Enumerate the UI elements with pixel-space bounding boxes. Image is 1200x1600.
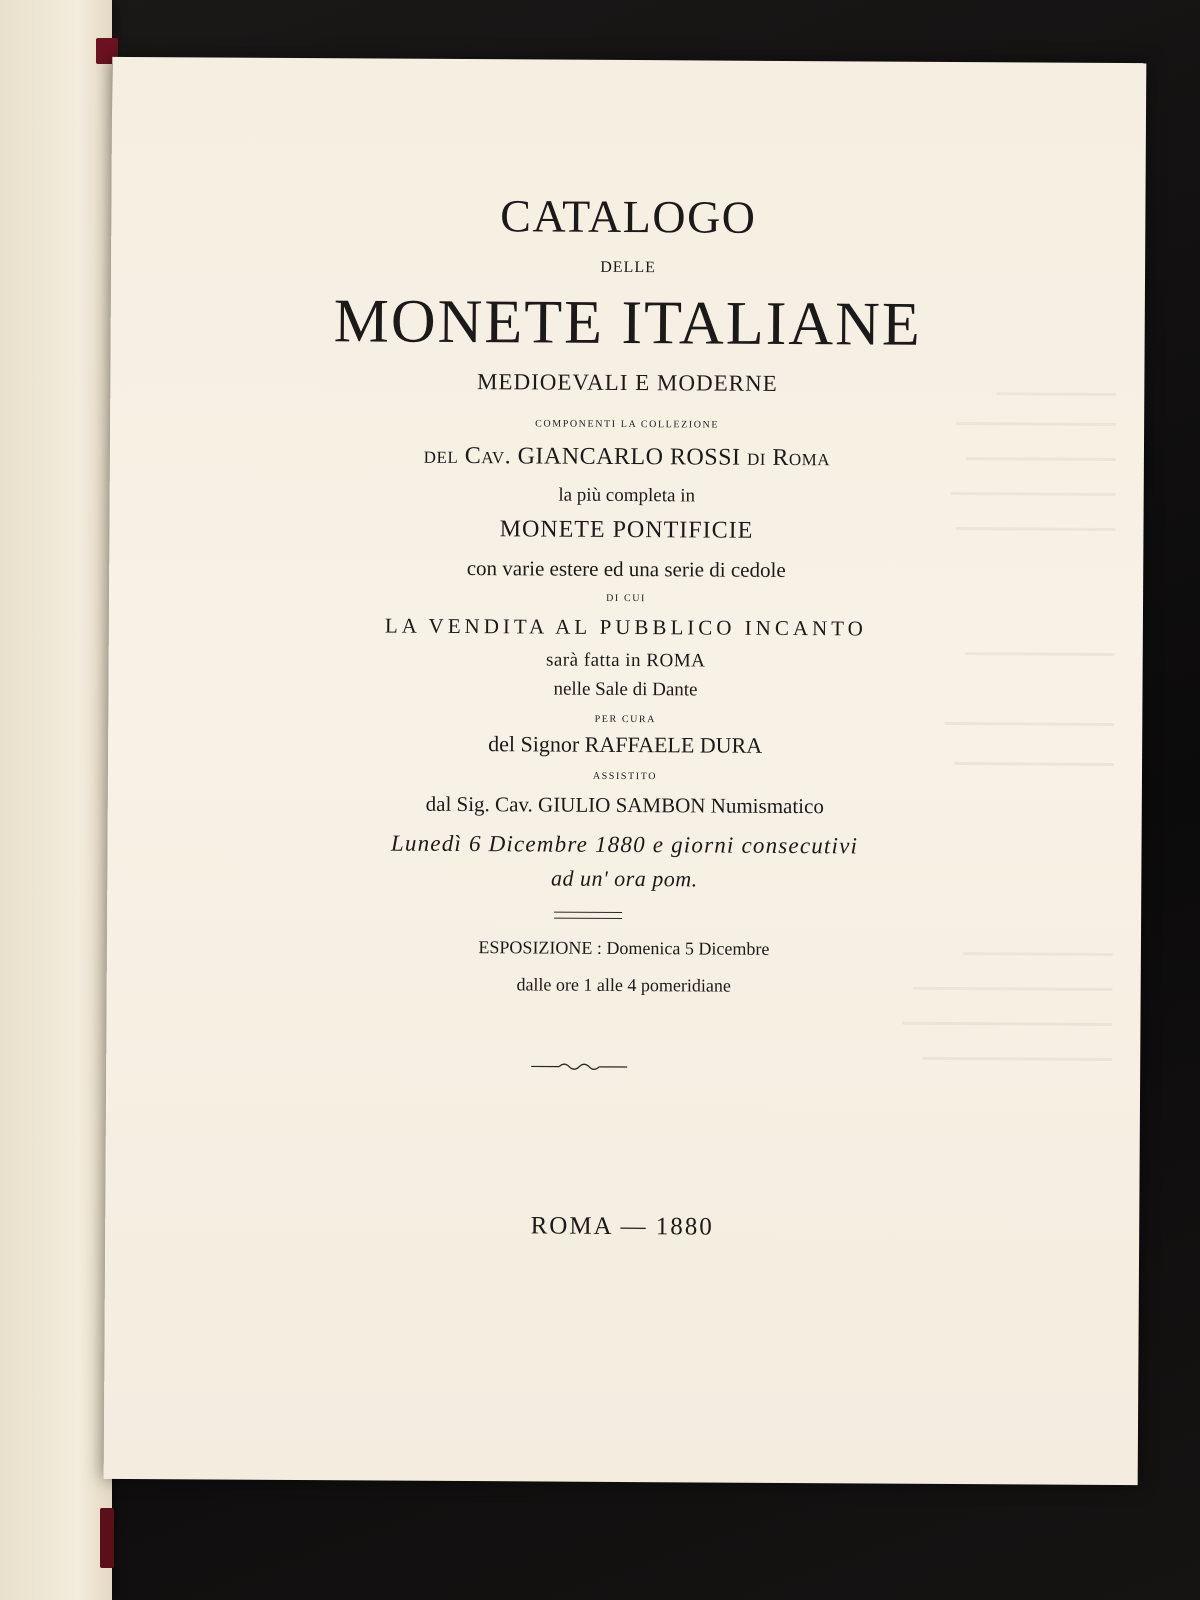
exhibition-hours: dalle ore 1 alle 4 pomeridiane (516, 974, 731, 996)
ornament-icon (529, 1059, 629, 1074)
collector-suffix: di Roma (746, 444, 831, 472)
di-cui-line: DI CUI (606, 592, 647, 605)
auction-time: ad un' ora pom. (550, 865, 698, 892)
book-binding-bottom (100, 1508, 114, 1568)
auction-date: Lunedì 6 Dicembre 1880 e giorni consecutivi (390, 830, 859, 859)
catalog-title: CATALOGO (500, 190, 757, 243)
per-cura-line: PER CURA (594, 713, 657, 726)
pontificie-heading: MONETE PONTIFICIE (499, 516, 754, 544)
piu-completa-line: la più completa in (558, 484, 696, 507)
show-through-text (902, 1022, 1112, 1026)
imprint: ROMA — 1880 (530, 1212, 714, 1241)
vendita-heading: LA VENDITA AL PUBBLICO INCANTO (384, 613, 867, 641)
exhibition-line: ESPOSIZIONE : Domenica 5 Dicembre (478, 937, 770, 959)
componenti-line: COMPONENTI LA COLLEZIONE (535, 418, 720, 431)
title-page (104, 57, 1147, 1485)
estere-line: con varie estere ed una serie di cedole (466, 556, 786, 582)
venue-line: nelle Sale di Dante (553, 678, 698, 701)
collector-name: GIANCARLO ROSSI (517, 443, 741, 471)
title-connector: DELLE (600, 258, 656, 277)
main-heading: MONETE ITALIANE (333, 287, 922, 359)
assistito-line: ASSISTITO (592, 770, 658, 783)
collector-line (110, 441, 1144, 474)
auctioneer-line: del Signor RAFFAELE DURA (488, 731, 763, 758)
subtitle: MEDIOEVALI E MODERNE (476, 369, 778, 396)
location-line: sarà fatta in ROMA (545, 649, 706, 672)
collector-prefix: del Cav. (423, 442, 512, 470)
left-page-edge (0, 0, 112, 1600)
show-through-text (954, 762, 1114, 766)
double-rule-divider (554, 912, 622, 919)
show-through-text (922, 1057, 1112, 1061)
numismatist-line: dal Sig. Cav. GIULIO SAMBON Numismatico (425, 791, 824, 819)
